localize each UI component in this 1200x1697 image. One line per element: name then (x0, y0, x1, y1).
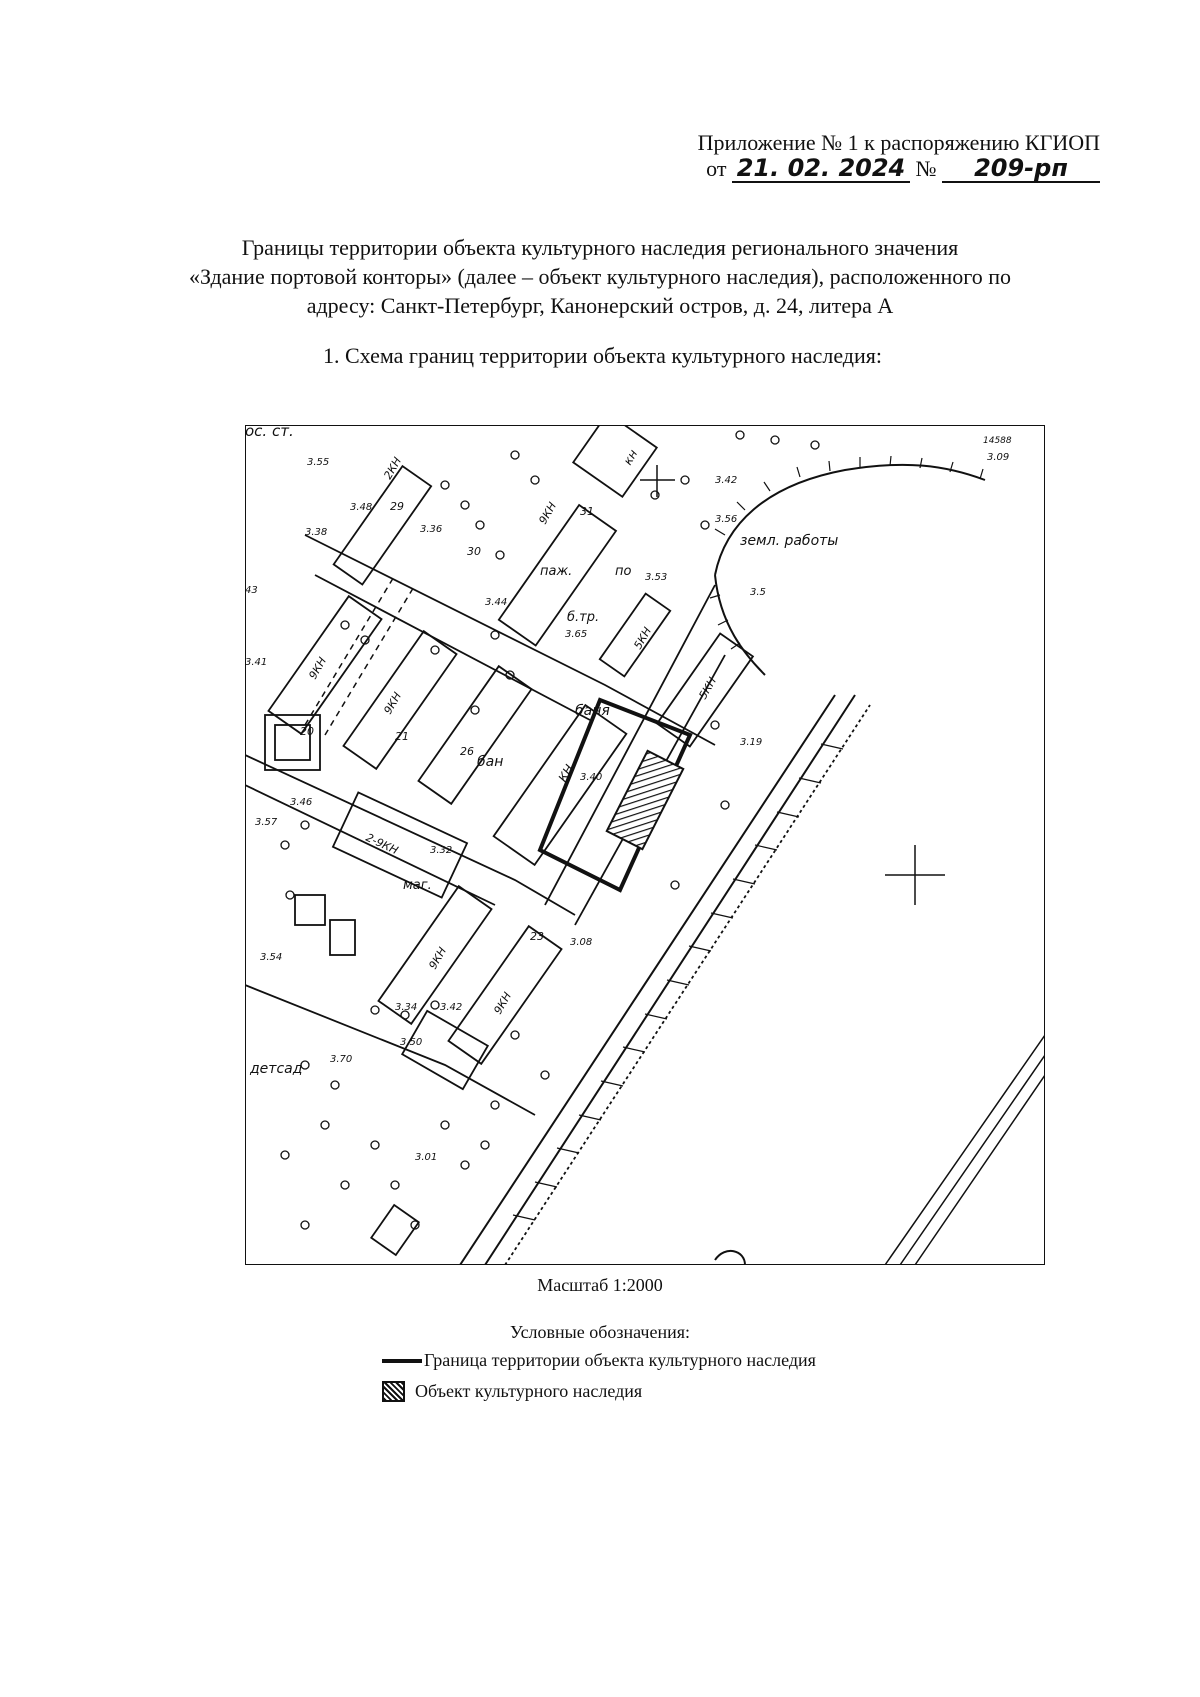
label-9kn-b: 9КН (306, 655, 330, 682)
label-num-29: 29 (390, 500, 404, 513)
elev-3-42: 3.42 (715, 475, 738, 486)
handwritten-number: 209-рп (942, 155, 1100, 183)
order-date-number (706, 154, 1100, 184)
label-num-26: 26 (460, 745, 474, 758)
number-prefix: № (915, 156, 937, 181)
elev-3-38: 3.38 (305, 527, 328, 538)
label-5kn-a: 5КН (631, 625, 655, 652)
label-2-9kn: 2-9КН (363, 830, 401, 858)
label-banya: баня (575, 703, 610, 719)
elev-3-48: 3.48 (350, 502, 373, 513)
label-num-23: 23 (530, 930, 544, 943)
elev-3-56: 3.56 (715, 514, 738, 525)
title-line-3: адресу: Санкт-Петербург, Канонерский остров, д. 24, литера А (306, 293, 894, 318)
label-2kn: 2КН (381, 455, 405, 482)
label-9kn-c: 9КН (381, 690, 405, 717)
elev-3-19: 3.19 (740, 737, 763, 748)
legend-boundary-label: Граница территории объекта культурного наследия (424, 1350, 816, 1370)
label-num-21: 21 (395, 730, 409, 743)
elev-3-42-b: 3.42 (440, 1002, 463, 1013)
legend-object-label: Объект культурного наследия (415, 1381, 643, 1401)
elev-3-08: 3.08 (570, 937, 593, 948)
elev-3-70: 3.70 (330, 1054, 353, 1065)
elev-3-09: 3.09 (987, 452, 1010, 463)
elev-3-65: 3.65 (565, 629, 588, 640)
elev-3-40: 3.40 (580, 772, 603, 783)
label-9kn-d: 9КН (426, 945, 450, 972)
title-line-1: Границы территории объекта культурного наследия регионального значения (241, 235, 959, 260)
label-paz: паж. (540, 564, 573, 579)
date-prefix: от (706, 156, 727, 181)
label-num-20: 20 (300, 725, 314, 738)
label-9kn-a: 9КН (536, 500, 560, 527)
label-kn-bank: КН (555, 762, 577, 785)
elev-3-32: 3.32 (430, 845, 453, 856)
legend-item-object (382, 1381, 642, 1402)
boundary-map (245, 425, 1045, 1265)
elev-3-01: 3.01 (415, 1152, 438, 1163)
appendix-line: Приложение № 1 к распоряжению КГИОП (697, 130, 1100, 155)
legend-item-boundary (382, 1350, 816, 1371)
elev-3-54: 3.54 (260, 952, 283, 963)
label-14588: 14588 (983, 436, 1012, 446)
elev-3-50: 3.50 (400, 1037, 423, 1048)
elev-3-5: 3.5 (750, 587, 766, 598)
elev-3-55: 3.55 (307, 457, 330, 468)
legend-title: Условные обозначения: (509, 1322, 691, 1342)
elev-3-53: 3.53 (645, 572, 668, 583)
label-5kn-b: 5КН (696, 675, 720, 702)
label-num-30: 30 (467, 545, 481, 558)
map-scale: Масштаб 1:2000 (537, 1275, 663, 1295)
elev-3-41: 3.41 (245, 657, 268, 668)
label-mag: маг. (403, 878, 432, 893)
boundary-line-swatch (382, 1359, 422, 1363)
elev-3-36: 3.36 (420, 524, 443, 535)
label-pos-st: ос. ст. (245, 425, 294, 440)
document-title (120, 233, 1080, 320)
elev-3-57: 3.57 (255, 817, 278, 828)
section-heading: 1. Схема границ территории объекта культурного наследия: (323, 343, 883, 368)
handwritten-date: 21. 02. 2024 (732, 155, 910, 183)
label-num-31: 31 (580, 505, 594, 518)
label-excavation: земл. работы (740, 533, 839, 549)
elev-3-34: 3.34 (395, 1002, 418, 1013)
title-line-2: «Здание портовой конторы» (далее – объект культурного наследия), расположенного по (188, 264, 1012, 289)
label-po: по (615, 564, 632, 579)
label-kindergarten: детсад (250, 1061, 303, 1077)
label-kn-top: кн (620, 447, 641, 468)
elev-43: 43 (245, 585, 258, 596)
label-9kn-e: 9КН (491, 990, 515, 1017)
elev-3-44: 3.44 (485, 597, 508, 608)
hatched-object-swatch (382, 1381, 405, 1402)
elev-3-46: 3.46 (290, 797, 313, 808)
label-bank: бан (477, 754, 504, 770)
label-b-tr: б.тр. (567, 610, 600, 625)
